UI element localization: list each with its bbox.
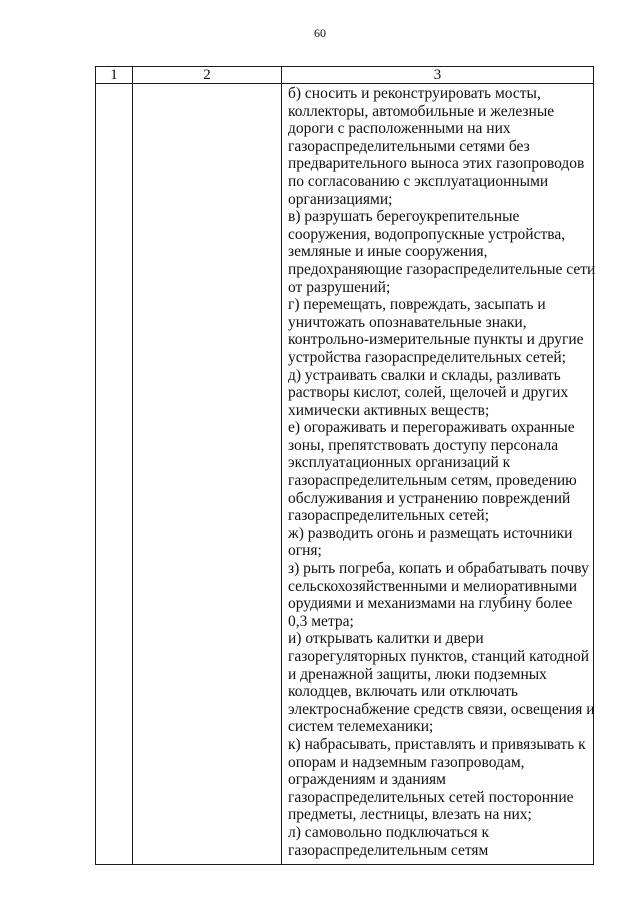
text-line: газораспределительных сетей посторонние	[288, 788, 574, 806]
text-line: химически активных веществ;	[288, 401, 490, 419]
cell-col-3	[282, 84, 594, 865]
page-number: 60	[314, 26, 326, 40]
table-row	[96, 84, 594, 865]
text-line: газораспределительным сетям, проведению	[288, 472, 577, 490]
text-line: обслуживания и устранению повреждений	[288, 489, 571, 507]
text-line: газорегуляторных пунктов, станций катодной	[288, 648, 590, 665]
text-line: по согласованию с эксплуатационными	[288, 172, 549, 190]
text-line: газораспределительных сетей;	[288, 507, 490, 525]
text-line: орудиями и механизмами на глубину более	[288, 595, 573, 613]
text-line: д) устраивать свалки и склады, разливать	[288, 366, 561, 384]
text-line: уничтожать опознавательные знаки,	[288, 313, 527, 331]
text-line: г) перемещать, повреждать, засыпать и	[288, 296, 546, 314]
text-line: контрольно-измерительные пункты и другие	[288, 331, 584, 349]
prohibitions-text	[282, 84, 596, 859]
text-line: огня;	[288, 542, 322, 560]
text-line: и дренажной защиты, люки подземных	[288, 665, 547, 683]
text-line: эксплуатационных организаций к	[288, 454, 511, 472]
text-line: газораспределительными сетями без	[288, 137, 530, 155]
text-line: предохраняющие газораспределительные сети	[288, 260, 596, 278]
text-line: систем телемеханики;	[288, 718, 434, 736]
cell-col-1	[96, 84, 133, 865]
text-line: колодцев, включать или отключать	[288, 683, 518, 701]
column-header-3: 3	[282, 67, 594, 84]
text-line: сельскохозяйственными и мелиоративными	[288, 577, 578, 595]
text-line: 0,3 метра;	[288, 612, 354, 630]
text-line: опорам и надземным газопроводам,	[288, 753, 525, 771]
text-line: ограждениям и зданиям	[288, 771, 446, 789]
text-line: земляные и иные сооружения,	[288, 243, 488, 261]
cell-col-2	[133, 84, 282, 865]
text-line: дороги с расположенными на них	[288, 120, 511, 138]
text-line: предварительного выноса этих газопроводов	[288, 155, 585, 173]
text-line: е) огораживать и перегораживать охранные	[288, 419, 575, 437]
text-line: сооружения, водопропускные устройства,	[288, 225, 566, 243]
column-header-1: 1	[96, 67, 133, 84]
text-line: электроснабжение средств связи, освещения и	[288, 700, 595, 718]
text-line: з) рыть погреба, копать и обрабатывать почву	[288, 560, 589, 578]
table-header-row	[96, 67, 594, 84]
text-line: и) открывать калитки и двери	[288, 630, 484, 648]
text-line: б) сносить и реконструировать мосты,	[288, 85, 541, 102]
text-line: устройства газораспределительных сетей;	[288, 348, 566, 366]
text-line: растворы кислот, солей, щелочей и других	[288, 384, 569, 402]
text-line: организациями;	[288, 190, 393, 208]
text-line: л) самовольно подключаться к	[288, 823, 490, 841]
column-header-2: 2	[133, 67, 282, 84]
text-line: в) разрушать берегоукрепительные	[288, 208, 520, 226]
text-line: зоны, препятствовать доступу персонала	[288, 436, 559, 454]
text-line: газораспределительным сетям	[288, 841, 489, 859]
regulation-table	[95, 66, 594, 865]
text-line: предметы, лестницы, влезать на них;	[288, 806, 532, 824]
text-line: к) набрасывать, приставлять и привязывать к	[288, 735, 586, 753]
text-line: от разрушений;	[288, 278, 391, 296]
text-line: ж) разводить огонь и размещать источники	[288, 524, 573, 542]
text-line: коллекторы, автомобильные и железные	[288, 102, 555, 120]
